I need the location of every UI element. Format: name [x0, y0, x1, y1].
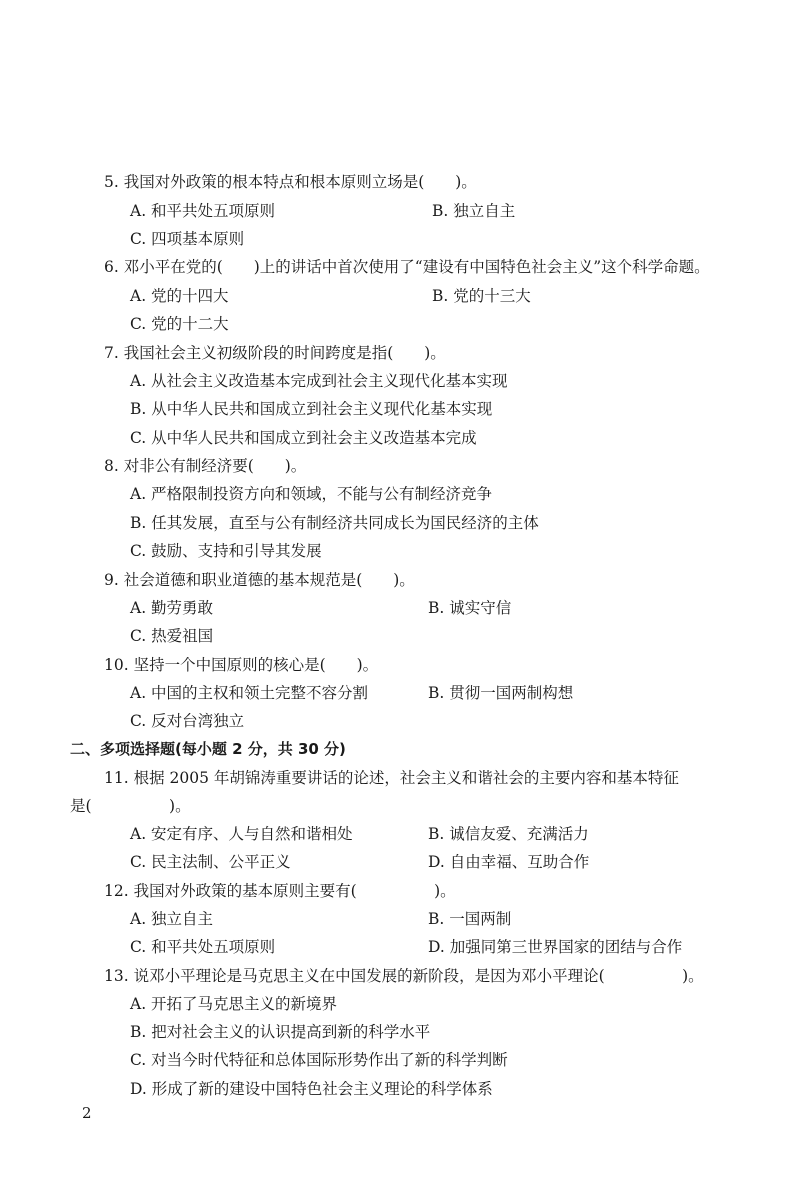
question-8-option-c: C. 鼓励、支持和引导其发展 [130, 542, 322, 560]
question-9-option-c: C. 热爱祖国 [130, 627, 214, 645]
question-12-stem: 12. 我国对外政策的基本原则主要有( )。 [104, 882, 456, 900]
question-5-stem: 5. 我国对外政策的根本特点和根本原则立场是( )。 [104, 173, 477, 191]
question-8-option-a: A. 严格限制投资方向和领域，不能与公有制经济竞争 [130, 485, 493, 503]
question-9-option-b: B. 诚实守信 [428, 599, 512, 617]
question-12-option-d: D. 加强同第三世界国家的团结与合作 [428, 938, 683, 956]
question-6-option-a: A. 党的十四大 [130, 287, 229, 305]
question-12-option-b: B. 一国两制 [428, 910, 512, 928]
question-13-option-d: D. 形成了新的建设中国特色社会主义理论的科学体系 [130, 1080, 493, 1098]
question-13-option-c: C. 对当今时代特征和总体国际形势作出了新的科学判断 [130, 1051, 508, 1069]
question-5-option-b: B. 独立自主 [432, 202, 516, 220]
question-7-option-c: C. 从中华人民共和国成立到社会主义改造基本完成 [130, 429, 477, 447]
question-5-option-a: A. 和平共处五项原则 [130, 202, 276, 220]
question-7-option-b: B. 从中华人民共和国成立到社会主义现代化基本实现 [130, 400, 493, 418]
question-9-option-a: A. 勤劳勇敢 [130, 599, 214, 617]
question-10-option-c: C. 反对台湾独立 [130, 712, 245, 730]
question-6-option-c: C. 党的十二大 [130, 315, 229, 333]
question-6-option-b: B. 党的十三大 [432, 287, 531, 305]
question-12-option-c: C. 和平共处五项原则 [130, 938, 276, 956]
question-7-option-a: A. 从社会主义改造基本完成到社会主义现代化基本实现 [130, 372, 508, 390]
question-11-stem-continued: 是( )。 [70, 797, 191, 815]
question-5-option-c: C. 四项基本原则 [130, 230, 245, 248]
question-11-stem: 11. 根据 2005 年胡锦涛重要讲话的论述，社会主义和谐社会的主要内容和基本特征 [104, 769, 679, 787]
page-number: 2 [82, 1104, 92, 1122]
question-11-option-a: A. 安定有序、人与自然和谐相处 [130, 825, 353, 843]
section-2-heading: 二、多项选择题(每小题 2 分，共 30 分) [70, 740, 346, 758]
question-13-stem: 13. 说邓小平理论是马克思主义在中国发展的新阶段，是因为邓小平理论( )。 [104, 967, 704, 985]
question-7-stem: 7. 我国社会主义初级阶段的时间跨度是指( )。 [104, 344, 446, 362]
question-8-stem: 8. 对非公有制经济要( )。 [104, 457, 307, 475]
question-8-option-b: B. 任其发展，直至与公有制经济共同成长为国民经济的主体 [130, 514, 539, 532]
question-13-option-a: A. 开拓了马克思主义的新境界 [130, 995, 338, 1013]
question-11-option-d: D. 自由幸福、互助合作 [428, 853, 590, 871]
question-10-option-a: A. 中国的主权和领土完整不容分割 [130, 684, 369, 702]
question-10-stem: 10. 坚持一个中国原则的核心是( )。 [104, 656, 379, 674]
question-11-option-c: C. 民主法制、公平正义 [130, 853, 291, 871]
question-11-option-b: B. 诚信友爱、充满活力 [428, 825, 589, 843]
question-9-stem: 9. 社会道德和职业道德的基本规范是( )。 [104, 571, 415, 589]
question-12-option-a: A. 独立自主 [130, 910, 214, 928]
question-13-option-b: B. 把对社会主义的认识提高到新的科学水平 [130, 1023, 431, 1041]
question-10-option-b: B. 贯彻一国两制构想 [428, 684, 574, 702]
question-6-stem: 6. 邓小平在党的( )上的讲话中首次使用了“建设有中国特色社会主义”这个科学命题。 [104, 258, 710, 276]
